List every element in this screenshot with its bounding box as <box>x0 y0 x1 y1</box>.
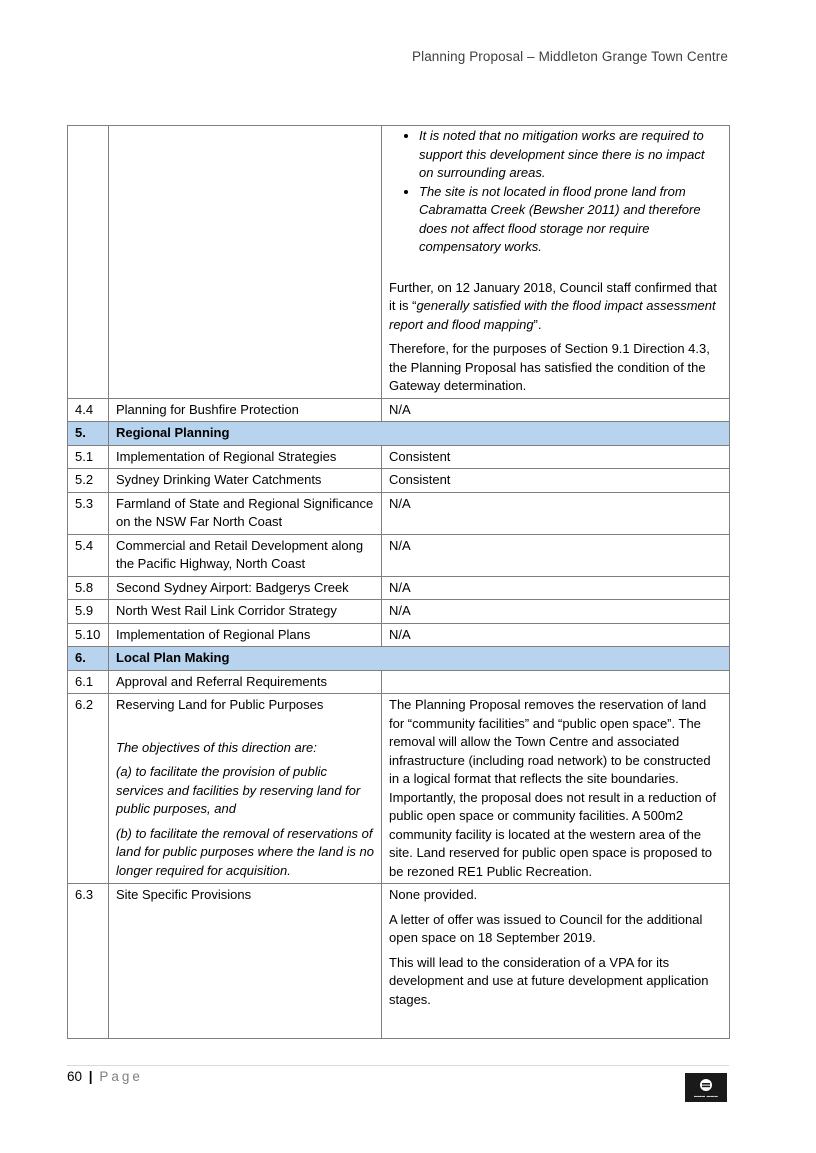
page-separator: | <box>88 1069 93 1084</box>
planning-directions-table <box>67 125 730 1039</box>
cell-response: N/A <box>382 576 730 600</box>
cell-num: 5.4 <box>68 534 109 576</box>
cell-response: Consistent <box>382 469 730 493</box>
section-header-regional-planning <box>68 422 730 446</box>
cell-response: N/A <box>382 623 730 647</box>
table-row-6-2 <box>68 694 730 884</box>
cell-num: 5.9 <box>68 600 109 624</box>
therefore-paragraph: Therefore, for the purposes of Section 9.1 Direction 4.3, the Planning Proposal has satisfied the condition of the Gateway determination. <box>389 341 710 393</box>
cell-response <box>382 126 730 399</box>
cell-num: 6.3 <box>68 884 109 1039</box>
cell-response: Consistent <box>382 445 730 469</box>
table-row-5-8 <box>68 576 730 600</box>
cell-response: N/A <box>382 492 730 534</box>
cell-title: Farmland of State and Regional Significance on the NSW Far North Coast <box>109 492 382 534</box>
section-num: 5. <box>68 422 109 446</box>
logo-wordmark-icon: ▬▬▬ ▬▬▬ <box>693 1093 719 1098</box>
cell-title: Sydney Drinking Water Catchments <box>109 469 382 493</box>
response-paragraph: This will lead to the consideration of a VPA for its development and use at future development application stages. <box>389 954 709 1007</box>
page-number-value: 60 <box>67 1069 83 1084</box>
cell-title: Site Specific Provisions <box>109 884 382 1039</box>
cell-num: 5.2 <box>68 469 109 493</box>
flood-bullet-list <box>389 127 722 257</box>
cell-response: The Planning Proposal removes the reservation of land for “community facilities” and “public open space”. The removal will allow the Town Centre and associated infrastructure (including road network) to be constructed in a logical format that reflects the site boundaries. Importantly, the proposal does not result in a reduction of public open space or community facilities. A 500m2 community facility is located at the western area of the site. Land reserved for public open space is proposed to be rezoned RE1 Public Recreation. <box>382 694 730 884</box>
cell-num: 6.2 <box>68 694 109 884</box>
council-quote: generally satisfied with the flood impact assessment report and flood mapping <box>389 298 716 332</box>
cell-response: N/A <box>382 600 730 624</box>
table-row-5-2 <box>68 469 730 493</box>
cell-response <box>382 884 730 1039</box>
table-row-5-1 <box>68 445 730 469</box>
page-header-title: Planning Proposal – Middleton Grange Town Centre <box>412 49 728 64</box>
cell-title: North West Rail Link Corridor Strategy <box>109 600 382 624</box>
footer-divider <box>67 1065 729 1066</box>
cell-num: 4.4 <box>68 398 109 422</box>
page-word: Page <box>99 1069 143 1084</box>
list-item: • The site is not located in flood prone land from Cabramatta Creek (Bewsher 2011) and therefore does not affect flood storage nor require compensatory works. <box>419 183 722 257</box>
company-logo <box>685 1073 727 1102</box>
section-header-local-plan-making <box>68 647 730 671</box>
cell-title: Implementation of Regional Plans <box>109 623 382 647</box>
cell-title: Second Sydney Airport: Badgerys Creek <box>109 576 382 600</box>
table-row-4-4 <box>68 398 730 422</box>
cell-title <box>109 126 382 399</box>
table-row-5-10 <box>68 623 730 647</box>
table-row-5-4 <box>68 534 730 576</box>
table-row-flood-continued <box>68 126 730 399</box>
cell-num <box>68 126 109 399</box>
cell-title <box>109 694 382 884</box>
cell-num: 5.1 <box>68 445 109 469</box>
table-row-5-3 <box>68 492 730 534</box>
cell-response: N/A <box>382 398 730 422</box>
section-title: Local Plan Making <box>109 647 730 671</box>
cell-num: 5.3 <box>68 492 109 534</box>
page-number <box>67 1069 143 1084</box>
cell-title: Commercial and Retail Development along the Pacific Highway, North Coast <box>109 534 382 576</box>
logo-mark-icon <box>699 1078 713 1092</box>
response-paragraph: None provided. <box>389 887 478 902</box>
cell-num: 5.10 <box>68 623 109 647</box>
response-paragraph: A letter of offer was issued to Council for the additional open space on 18 September 2019. <box>389 911 703 945</box>
objective-a: (a) to facilitate the provision of public services and facilities by reserving land for public purposes, and <box>116 764 361 816</box>
cell-response <box>382 670 730 694</box>
cell-title: Implementation of Regional Strategies <box>109 445 382 469</box>
table-row-5-9 <box>68 600 730 624</box>
cell-title: Approval and Referral Requirements <box>109 670 382 694</box>
further-paragraph: Further, on 12 January 2018, Council staff confirmed that it is “generally satisfied with the flood impact assessment report and flood mapping”. <box>389 279 717 332</box>
objectives-intro: The objectives of this direction are: <box>116 739 317 755</box>
cell-num: 5.8 <box>68 576 109 600</box>
section-num: 6. <box>68 647 109 671</box>
cell-title: Planning for Bushfire Protection <box>109 398 382 422</box>
table-row-6-3 <box>68 884 730 1039</box>
list-item: • It is noted that no mitigation works are required to support this development since there is no impact on surrounding areas. <box>419 127 722 183</box>
cell-num: 6.1 <box>68 670 109 694</box>
direction-title: Reserving Land for Public Purposes <box>116 697 324 712</box>
table-row-6-1 <box>68 670 730 694</box>
objective-b: (b) to facilitate the removal of reservations of land for public purposes where the land is no longer required for acquisition. <box>116 825 374 878</box>
section-title: Regional Planning <box>109 422 730 446</box>
cell-response: N/A <box>382 534 730 576</box>
